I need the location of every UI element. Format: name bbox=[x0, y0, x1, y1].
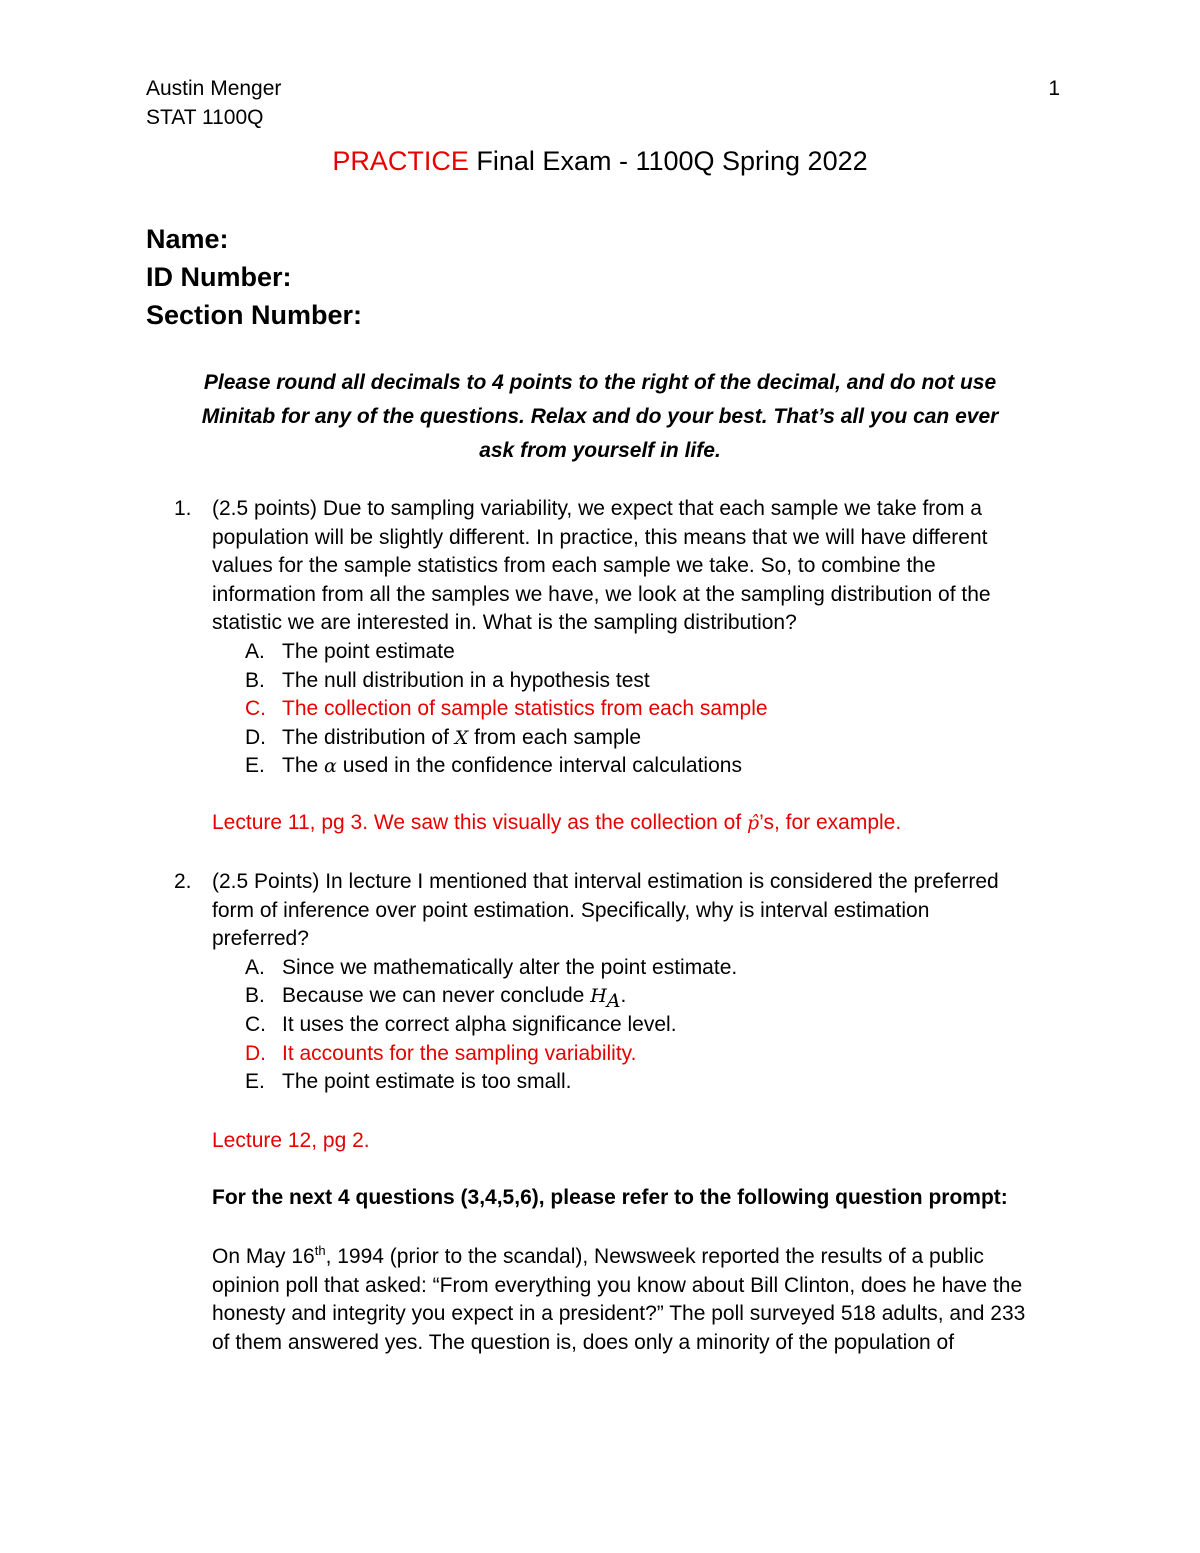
prompt-line-post: , 1994 (prior to the scandal), Newsweek reported the results of a public bbox=[325, 1245, 984, 1268]
option-letter: D. bbox=[245, 1041, 266, 1065]
option-e bbox=[245, 752, 1054, 781]
prompt-heading: For the next 4 questions (3,4,5,6), please refer to the following question prompt: bbox=[212, 1186, 1008, 1209]
title-practice-label: PRACTICE bbox=[332, 146, 469, 176]
option-letter: A. bbox=[245, 955, 265, 979]
lecture-text: Lecture 12, pg 2. bbox=[212, 1129, 370, 1152]
option-letter: E. bbox=[245, 1070, 265, 1094]
option-text: The point estimate is too small. bbox=[282, 1070, 572, 1094]
option-text: The point estimate bbox=[282, 639, 455, 663]
option-text-post: from each sample bbox=[468, 725, 642, 749]
lecture-text-pre: Lecture 11, pg 3. We saw this visually as the collection of bbox=[212, 811, 747, 834]
option-c-correct-answer bbox=[245, 695, 1054, 724]
option-a bbox=[245, 638, 1054, 667]
option-letter: B. bbox=[245, 984, 265, 1008]
option-text bbox=[282, 724, 641, 753]
option-text: It accounts for the sampling variability. bbox=[282, 1041, 637, 1065]
question-1 bbox=[174, 495, 1054, 781]
option-text-pre: Because we can never conclude bbox=[282, 984, 591, 1008]
question-line: preferred? bbox=[212, 927, 309, 951]
lecture-text-post: ’s, for example. bbox=[759, 811, 902, 834]
option-c bbox=[245, 1011, 1054, 1040]
question-line: form of inference over point estimation. Specifically, why is interval estimation bbox=[212, 898, 930, 922]
option-text: The collection of sample statistics from each sample bbox=[282, 697, 768, 721]
id-number-field-label: ID Number: bbox=[146, 262, 292, 292]
option-e bbox=[245, 1068, 1054, 1097]
question-text bbox=[212, 495, 1054, 638]
prompt-line bbox=[212, 1243, 1062, 1272]
option-d-correct-answer bbox=[245, 1040, 1054, 1069]
question-number: 2. bbox=[174, 870, 192, 893]
prompt-line: of them answered yes. The question is, does only a minority of the population of bbox=[212, 1330, 955, 1354]
lecture-reference-1 bbox=[212, 811, 901, 835]
option-text-post: used in the confidence interval calculations bbox=[336, 754, 742, 778]
option-text-pre: The distribution of bbox=[282, 725, 455, 749]
math-subscript-a: A bbox=[606, 990, 621, 1013]
instructions-line: ask from yourself in life. bbox=[479, 439, 721, 462]
option-text: The null distribution in a hypothesis test bbox=[282, 668, 650, 692]
question-line: (2.5 Points) In lecture I mentioned that interval estimation is considered the preferred bbox=[212, 870, 999, 893]
lecture-reference-2 bbox=[212, 1129, 370, 1153]
option-a bbox=[245, 954, 1054, 983]
option-text-post: . bbox=[620, 984, 627, 1008]
page-title bbox=[0, 146, 1200, 177]
prompt-line-pre: On May 16 bbox=[212, 1245, 315, 1268]
option-letter: D. bbox=[245, 725, 266, 749]
option-text-pre: The bbox=[282, 754, 325, 778]
option-text: Since we mathematically alter the point estimate. bbox=[282, 955, 738, 979]
option-letter: E. bbox=[245, 754, 265, 778]
answer-options bbox=[245, 638, 1054, 781]
course-code: STAT 1100Q bbox=[146, 106, 264, 129]
question-line: population will be slightly different. In practice, this means that we will have different bbox=[212, 525, 988, 549]
title-rest: Final Exam - 1100Q Spring 2022 bbox=[468, 146, 868, 176]
option-letter: C. bbox=[245, 697, 266, 721]
question-line: statistic we are interested in. What is the sampling distribution? bbox=[212, 611, 797, 635]
question-2 bbox=[174, 868, 1054, 1097]
page-number: 1 bbox=[1048, 77, 1060, 100]
math-variable-x: X bbox=[454, 726, 469, 749]
name-field-label: Name: bbox=[146, 224, 229, 254]
instructions-line: Minitab for any of the questions. Relax and do your best. That’s all you can ever bbox=[201, 405, 999, 428]
page-header bbox=[146, 74, 1060, 132]
prompt-line: honesty and integrity you expect in a president?” The poll surveyed 518 adults, and 233 bbox=[212, 1302, 1026, 1325]
option-text: It uses the correct alpha significance level. bbox=[282, 1012, 677, 1036]
question-text bbox=[212, 868, 1054, 954]
option-text bbox=[282, 752, 742, 781]
math-h: H bbox=[590, 985, 607, 1008]
option-letter: B. bbox=[245, 668, 265, 692]
question-prompt bbox=[212, 1243, 1062, 1357]
math-p-hat: p̂ bbox=[747, 812, 760, 834]
question-line: (2.5 points) Due to sampling variability, we expect that each sample we take from a bbox=[212, 497, 982, 520]
section-number-field-label: Section Number: bbox=[146, 300, 363, 330]
instructions-line: Please round all decimals to 4 points to the right of the decimal, and do not use bbox=[203, 371, 997, 394]
prompt-line: opinion poll that asked: “From everything you know about Bill Clinton, does he have the bbox=[212, 1273, 1023, 1297]
option-d bbox=[245, 724, 1054, 753]
option-letter: A. bbox=[245, 639, 265, 663]
question-line: information from all the samples we have, we look at the sampling distribution of the bbox=[212, 582, 991, 606]
option-letter: C. bbox=[245, 1012, 266, 1036]
student-info-fields bbox=[146, 220, 362, 334]
author-name: Austin Menger bbox=[146, 77, 282, 100]
math-symbol-alpha: α bbox=[324, 755, 337, 778]
option-text bbox=[282, 982, 626, 1011]
question-number: 1. bbox=[174, 497, 192, 520]
answer-options bbox=[245, 954, 1054, 1097]
question-line: values for the sample statistics from each sample we take. So, to combine the bbox=[212, 554, 936, 578]
option-b bbox=[245, 982, 1054, 1011]
ordinal-suffix: th bbox=[314, 1243, 326, 1258]
option-b bbox=[245, 667, 1054, 696]
exam-instructions bbox=[140, 366, 1060, 468]
